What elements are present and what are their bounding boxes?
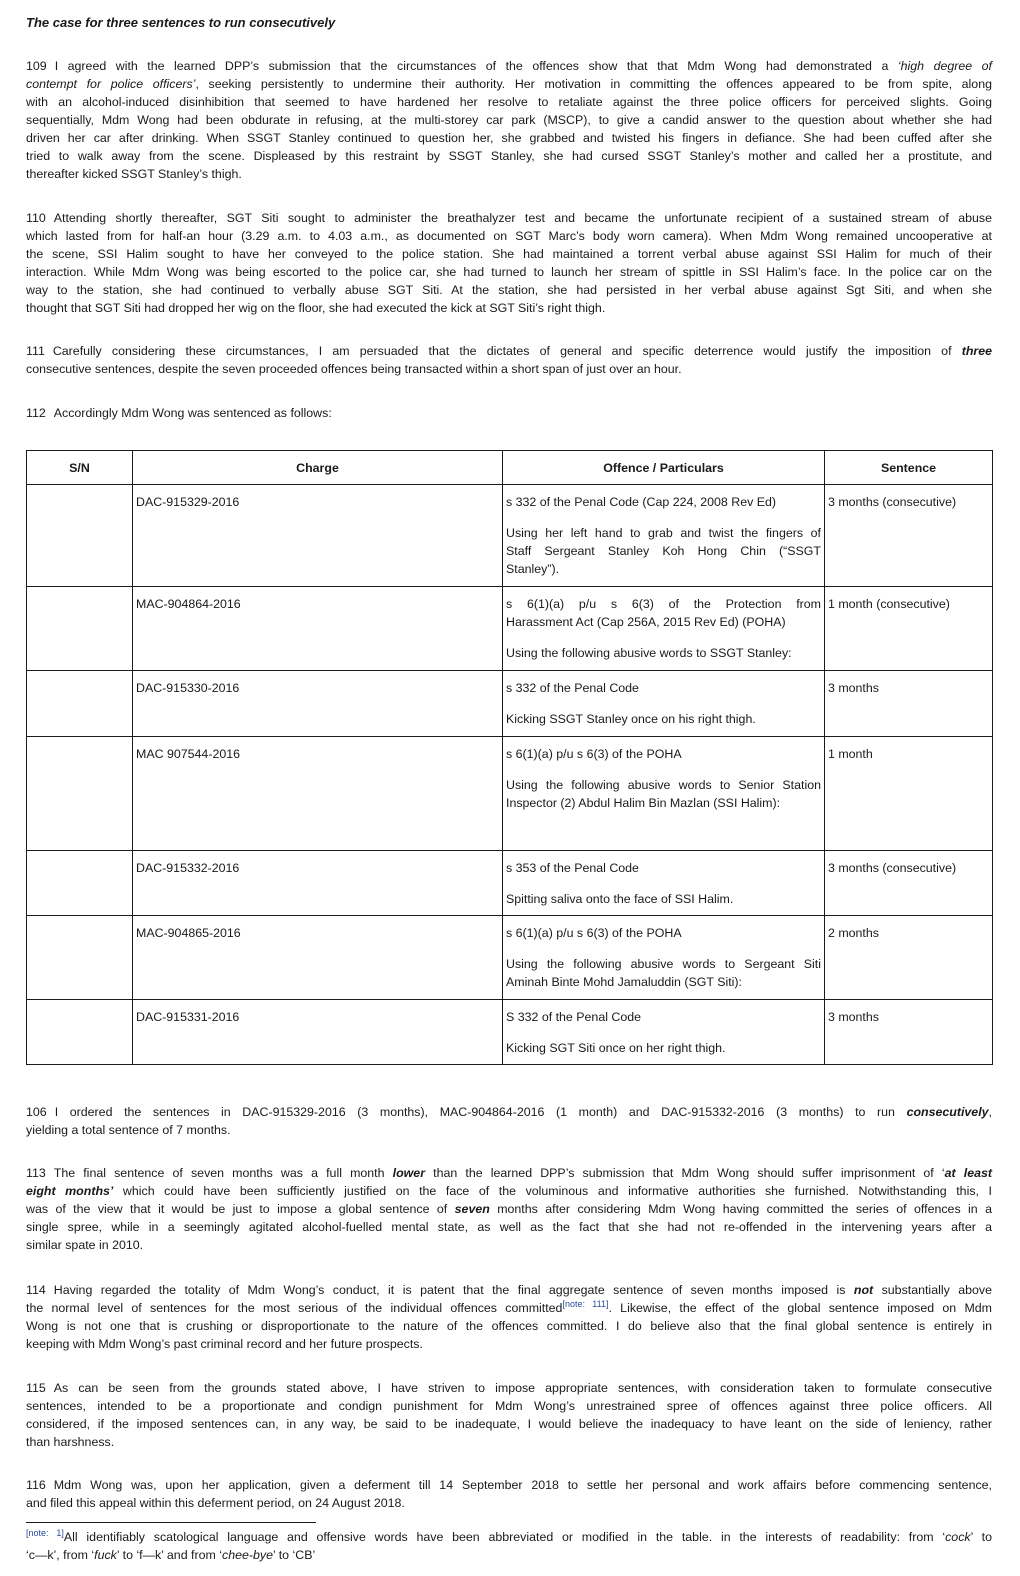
cell-sentence: 3 months bbox=[828, 1010, 879, 1024]
cell-sentence: 3 months (consecutive) bbox=[828, 495, 957, 509]
paragraph-number: 112 bbox=[26, 406, 46, 420]
paragraph-number: 106 bbox=[26, 1105, 47, 1119]
table-row bbox=[27, 851, 993, 916]
cell-charge: DAC-915329-2016 bbox=[136, 495, 240, 509]
cell-charge: MAC 907544-2016 bbox=[136, 747, 241, 761]
column-header-sentence: Sentence bbox=[825, 451, 993, 485]
cell-particulars: Aminah Binte Mohd Jamaluddin (SGT Siti): bbox=[506, 975, 742, 989]
cell-sentence: 2 months bbox=[828, 926, 879, 940]
cell-particulars: Stanley”). bbox=[506, 562, 560, 576]
paragraph-number: 115 bbox=[26, 1381, 46, 1395]
table-row bbox=[27, 485, 993, 587]
paragraph-number: 109 bbox=[26, 59, 47, 73]
paragraph-115: 115 As can be seen from the grounds stated above, I have striven to impose appropriate sentences, with consideration taken to formulate consecutive sentences, intended to be a proportionate and condign punishment for Mdm Wong’s unrestrained spree of offences against three police officers. All considered, if the imposed sentences can, in any way, be said to be inadequate, I would believe the inadequacy to have leant on the side of leniency, rather than harshness. bbox=[26, 1381, 992, 1449]
cell-offence: s 332 of the Penal Code bbox=[506, 681, 639, 695]
table-row bbox=[27, 1000, 993, 1065]
table-row bbox=[27, 737, 993, 851]
cell-sentence: 3 months bbox=[828, 681, 879, 695]
cell-offence: s 6(1)(a) p/u s 6(3) of the Protection from bbox=[506, 597, 821, 611]
paragraph-109: 109 I agreed with the learned DPP’s submission that the circumstances of the offences show that that Mdm Wong had demonstrated a ‘high degree of contempt for police officers’, seeking persistently to undermine their authority. Her motivation in committing the offences appeared to be from spite, along with an alcohol-induced disinhibition that seemed to have hardened her resolve to retaliate against the three police officers for perceived slights. Going sequentially, Mdm Wong had been obdurate in refusing, at the multi-storey car park (MSCP), to give a candid answer to the question about whether she had driven her car after drinking. When SSGT Stanley continued to question her, she grabbed and twisted his fingers in defiance. She had been cuffed after she tried to walk away from the scene. Displeased by this restraint by SSGT Stanley, she had cursed SSGT Stanley’s mother and called her a prostitute, and thereafter kicked SSGT Stanley’s thigh. bbox=[26, 59, 993, 181]
cell-sn bbox=[27, 851, 133, 916]
section-heading: The case for three sentences to run consecutively bbox=[26, 15, 336, 30]
column-header-sn: S/N bbox=[27, 451, 133, 485]
cell-charge: DAC-915330-2016 bbox=[136, 681, 240, 695]
cell-particulars: Using the following abusive words to Senior Station bbox=[506, 778, 821, 792]
sentencing-table bbox=[26, 450, 993, 1065]
cell-sentence: 1 month (consecutive) bbox=[828, 597, 950, 611]
cell-offence: s 353 of the Penal Code bbox=[506, 861, 639, 875]
paragraph-114: 114 Having regarded the totality of Mdm Wong’s conduct, it is patent that the final aggregate sentence of seven months imposed is not substantially above the normal level of sentences for the most serious of the individual offences committed[note: 111]. Likewise, the effect of the global sentence imposed on Mdm Wong is not one that is crushing or disproportionate to the nature of the offences committed. I do believe also that the final global sentence is entirely in keeping with Mdm Wong’s past criminal record and her future prospects. bbox=[26, 1283, 992, 1351]
cell-charge: DAC-915331-2016 bbox=[136, 1010, 240, 1024]
paragraph-number: 114 bbox=[26, 1283, 46, 1297]
paragraph-116: 116 Mdm Wong was, upon her application, given a deferment till 14 September 2018 to settle her personal and work affairs before commencing sentence, and filed this appeal within this deferment period, on 24 August 2018. bbox=[26, 1478, 992, 1510]
cell-sentence: 3 months (consecutive) bbox=[828, 861, 957, 875]
cell-particulars: Inspector (2) Abdul Halim Bin Mazlan (SSI Halim): bbox=[506, 796, 781, 810]
paragraph-number: 110 bbox=[26, 211, 46, 225]
table-row bbox=[27, 587, 993, 671]
cell-offence: S 332 of the Penal Code bbox=[506, 1010, 642, 1024]
paragraph-113: 113 The final sentence of seven months was a full month lower than the learned DPP’s submission that Mdm Wong should suffer imprisonment of ‘at least eight months’ which could have been sufficiently justified on the face of the voluminous and informative authorities she furnished. Notwithstanding this, I was of the view that it would be just to impose a global sentence of seven months after considering Mdm Wong having committed the series of offences in a single spree, while in a seemingly agitated alcohol-fuelled mental state, as well as the fact that she had not re-offended in the intervening years after a similar spate in 2010. bbox=[26, 1166, 993, 1252]
cell-offence: Harassment Act (Cap 256A, 2015 Rev Ed) (POHA) bbox=[506, 615, 786, 629]
cell-sn bbox=[27, 1000, 133, 1065]
paragraph-111: 111 Carefully considering these circumstances, I am persuaded that the dictates of general and specific deterrence would justify the imposition of three consecutive sentences, despite the seven proceeded offences being transacted within a short span of just over an hour. bbox=[26, 344, 992, 376]
paragraph-number: 113 bbox=[26, 1166, 46, 1180]
table-header-row bbox=[27, 451, 993, 485]
cell-offence: s 332 of the Penal Code (Cap 224, 2008 Rev Ed) bbox=[506, 495, 777, 509]
cell-charge: MAC-904864-2016 bbox=[136, 597, 241, 611]
paragraph-number: 111 bbox=[26, 344, 45, 358]
table-row bbox=[27, 671, 993, 737]
cell-particulars: Spitting saliva onto the face of SSI Halim. bbox=[506, 892, 734, 906]
paragraph-112: 112 Accordingly Mdm Wong was sentenced as follows: bbox=[26, 406, 332, 420]
cell-charge: DAC-915332-2016 bbox=[136, 861, 240, 875]
cell-sentence: 1 month bbox=[828, 747, 873, 761]
cell-sn bbox=[27, 916, 133, 1000]
cell-offence: s 6(1)(a) p/u s 6(3) of the POHA bbox=[506, 926, 682, 940]
paragraph-number: 116 bbox=[26, 1478, 46, 1492]
note-111-link[interactable]: [note: 111] bbox=[562, 1298, 609, 1309]
footnote: [note: 1]All identifiably scatological language and offensive words have been abbreviated or modified in the table. in the interests of readability: from ‘cock’ to ‘c—k’, from ‘fuck’ to ‘f—k’ and from ‘chee-bye’ to ‘CB’ bbox=[26, 1527, 993, 1562]
paragraph-106: 106 I ordered the sentences in DAC-915329-2016 (3 months), MAC-904864-2016 (1 month) and DAC-915332-2016 (3 months) to run consecutively, yielding a total sentence of 7 months. bbox=[26, 1105, 992, 1137]
cell-particulars: Kicking SGT Siti once on her right thigh. bbox=[506, 1041, 726, 1055]
cell-particulars: Using her left hand to grab and twist the fingers of bbox=[506, 526, 821, 540]
cell-sn bbox=[27, 485, 133, 587]
cell-charge: MAC-904865-2016 bbox=[136, 926, 241, 940]
cell-particulars: Using the following abusive words to Sergeant Siti bbox=[506, 957, 821, 971]
footnote-divider bbox=[26, 1522, 316, 1523]
cell-particulars: Using the following abusive words to SSGT Stanley: bbox=[506, 646, 792, 660]
cell-particulars: Staff Sergeant Stanley Koh Hong Chin (“SSGT bbox=[506, 544, 821, 558]
cell-sn bbox=[27, 671, 133, 737]
column-header-charge: Charge bbox=[133, 451, 503, 485]
note-1-link[interactable]: [note: 1] bbox=[26, 1527, 64, 1538]
paragraph-110: 110 Attending shortly thereafter, SGT Siti sought to administer the breathalyzer test and became the unfortunate recipient of a sustained stream of abuse which lasted from for half-an hour (3.29 a.m. to 4.03 a.m., as documented on SGT Marc’s body worn camera). When Mdm Wong remained uncooperative at the scene, SSI Halim sought to have her conveyed to the police station. She had maintained a torrent verbal abuse against SSI Halim for much of their interaction. While Mdm Wong was being escorted to the police car, she had turned to launch her stream of spittle in SSI Halim’s face. In the police car on the way to the station, she had continued to verbally abuse SGT Siti. At the station, she had persisted in her verbal abuse against Sgt Siti, and when she thought that SGT Siti had dropped her wig on the floor, she had executed the kick at SGT Siti’s right thigh. bbox=[26, 211, 992, 315]
cell-offence: s 6(1)(a) p/u s 6(3) of the POHA bbox=[506, 747, 682, 761]
cell-sn bbox=[27, 587, 133, 671]
column-header-offence: Offence / Particulars bbox=[503, 451, 825, 485]
table-row bbox=[27, 916, 993, 1000]
cell-sn bbox=[27, 737, 133, 851]
cell-particulars: Kicking SSGT Stanley once on his right thigh. bbox=[506, 712, 756, 726]
